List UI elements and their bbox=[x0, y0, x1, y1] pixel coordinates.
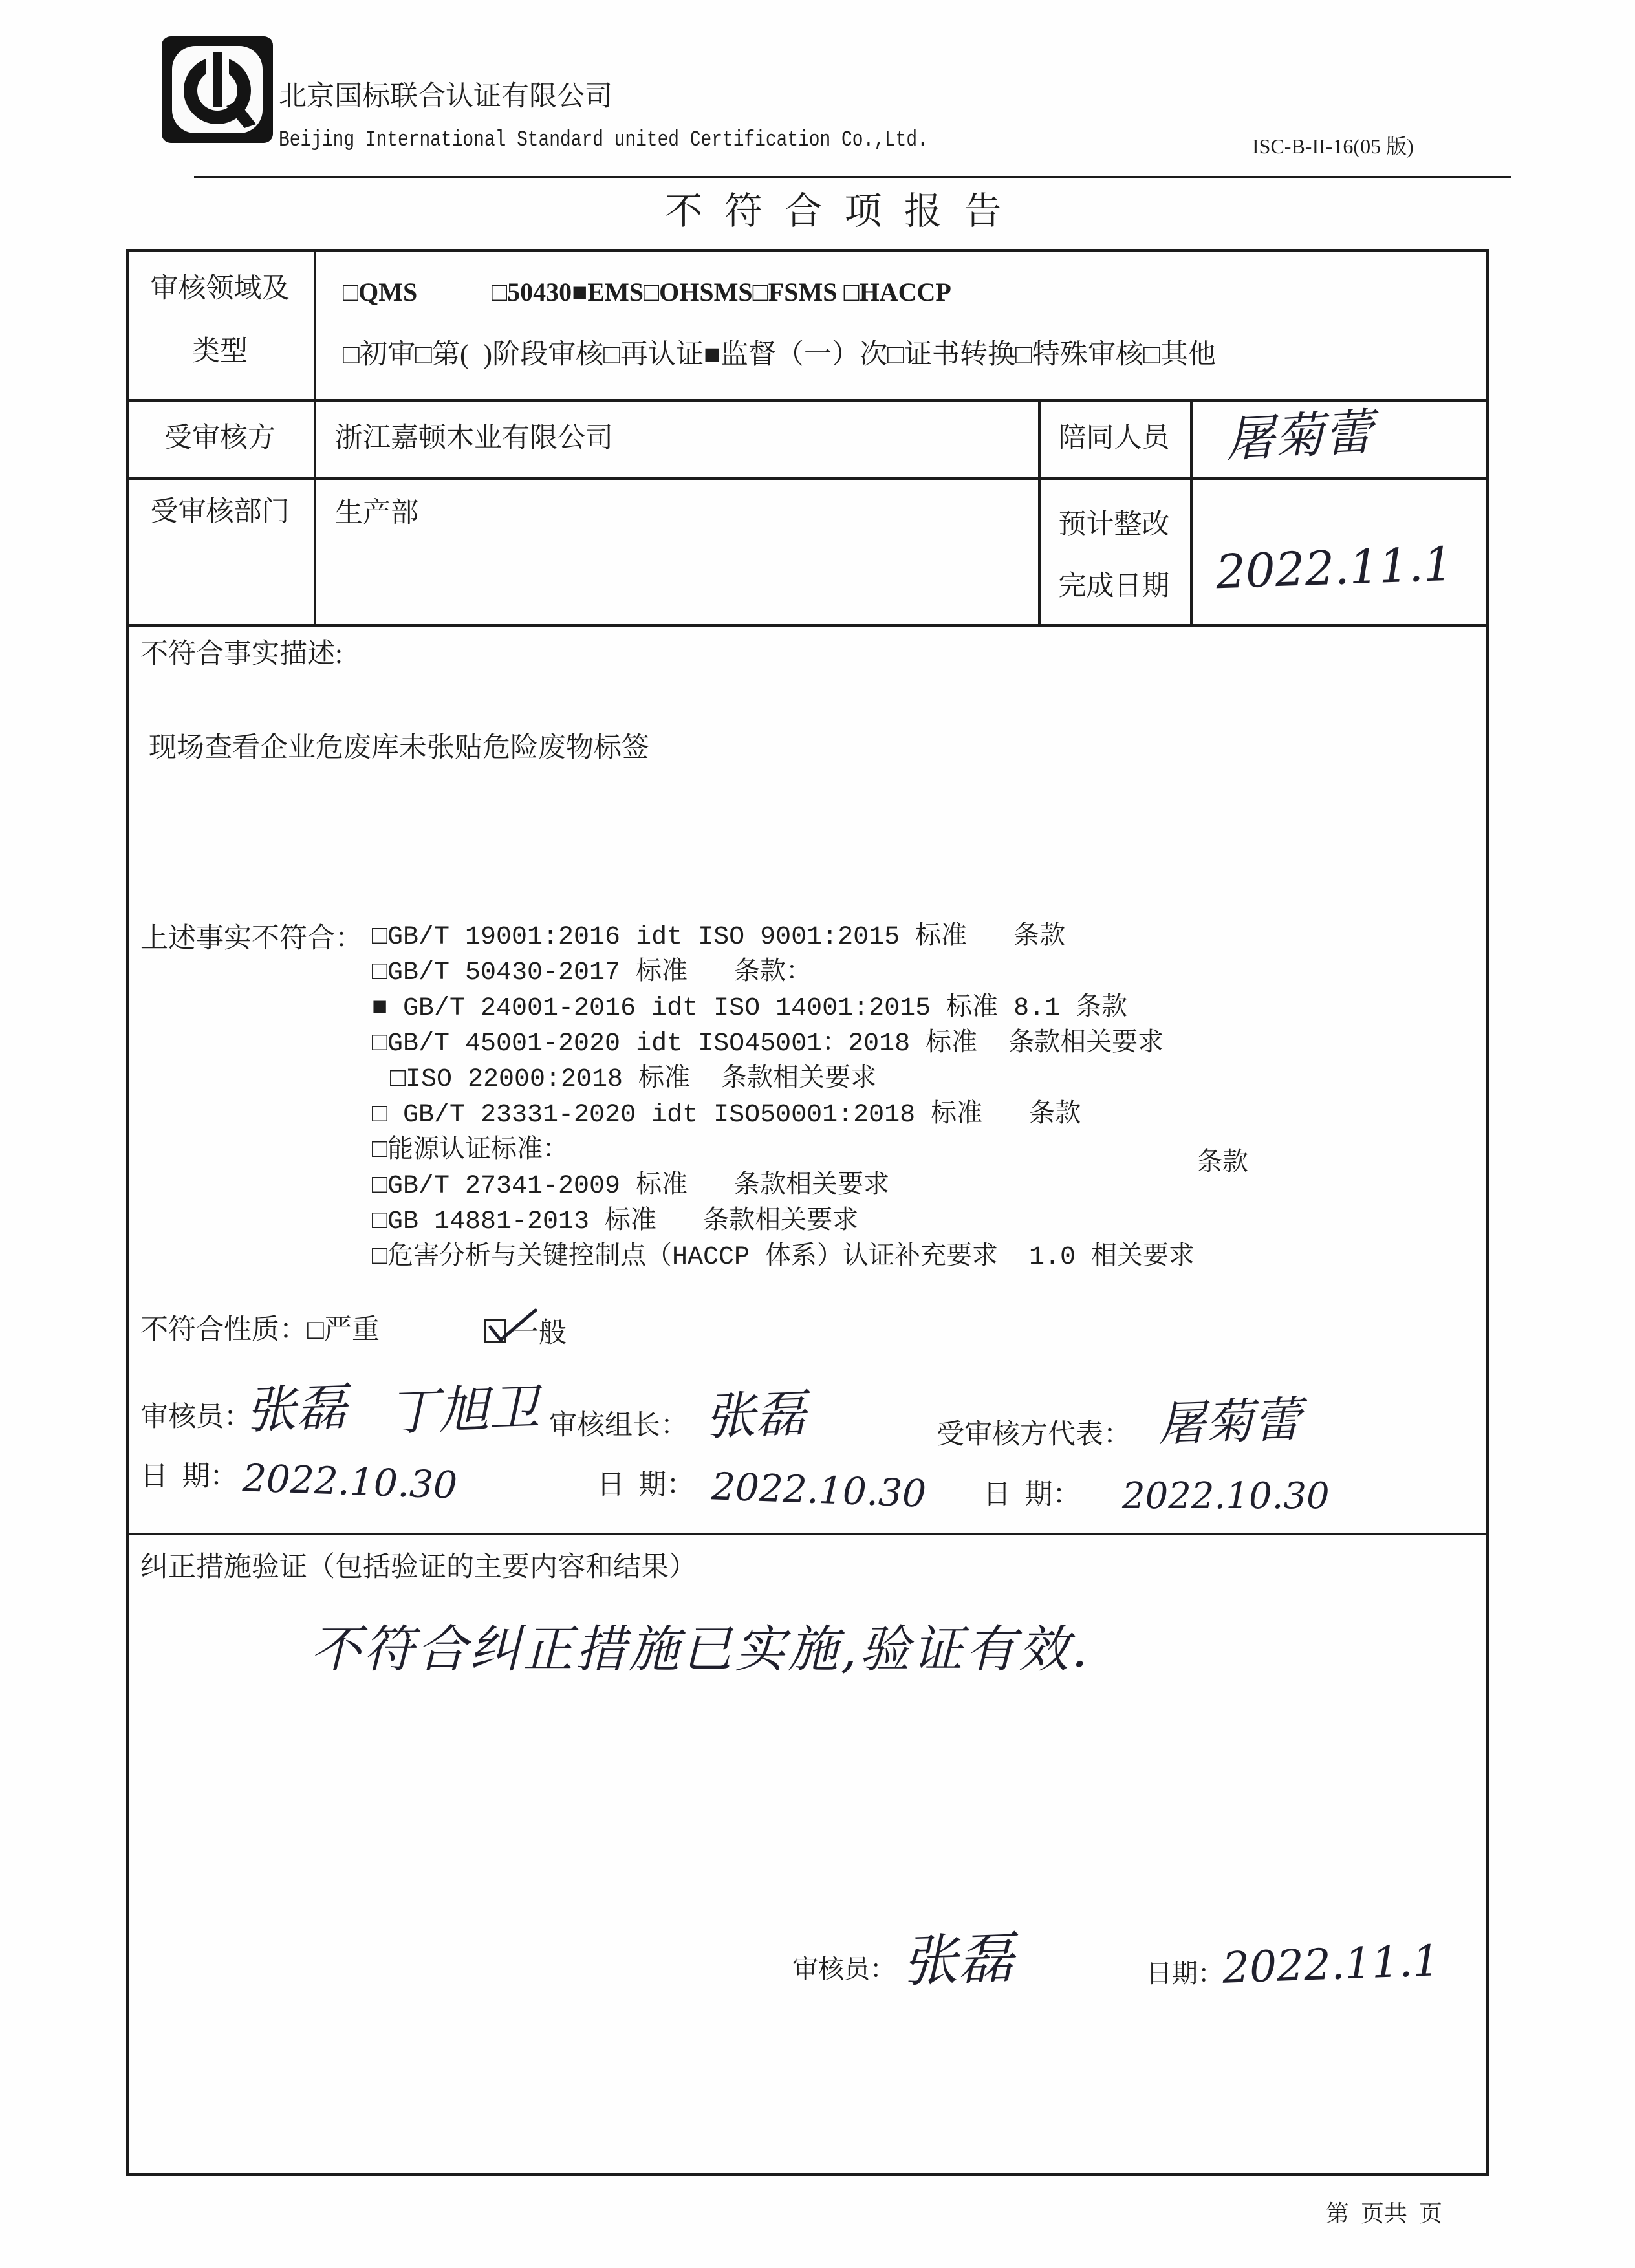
verification-date: 2022.11.1 bbox=[1221, 1936, 1441, 1993]
nature-serious-option: □严重 bbox=[307, 1315, 380, 1345]
standard-item: □GB/T 19001:2016 idt ISO 9001:2015 标准 条款 bbox=[372, 923, 1066, 952]
due-date-value: 2022.11.1 bbox=[1215, 536, 1454, 599]
standard-item: □ISO 22000:2018 标准 条款相关要求 bbox=[390, 1065, 877, 1094]
auditor-date: 2022.10.30 bbox=[241, 1456, 459, 1507]
page-number-footer: 第 页共 页 bbox=[1326, 2201, 1443, 2227]
table-border-right bbox=[1486, 249, 1489, 2176]
page-title: 不 符 合 项 报 告 bbox=[665, 190, 1008, 232]
table-border-top bbox=[126, 249, 1489, 252]
auditee-rep-signature: 屠菊蕾 bbox=[1156, 1392, 1303, 1453]
nature-general-label: 一般 bbox=[511, 1318, 567, 1348]
standard-item: □GB/T 45001-2020 idt ISO45001：2018 标准 条款相关要求 bbox=[372, 1030, 1164, 1059]
nature-label: 不符合性质： bbox=[140, 1315, 307, 1345]
audit-scope-label-line1: 审核领域及 bbox=[150, 274, 290, 304]
department-name: 生产部 bbox=[335, 498, 418, 528]
verification-auditor-label: 审核员： bbox=[792, 1954, 896, 1983]
standard-item: □危害分析与关键控制点（HACCP 体系）认证补充要求 1.0 相关要求 bbox=[372, 1243, 1195, 1272]
auditor-label: 审核员： bbox=[140, 1402, 252, 1432]
row-divider-4 bbox=[126, 1533, 1489, 1535]
department-label: 受审核部门 bbox=[150, 497, 290, 527]
standard-item: □GB 14881-2013 标准 条款相关要求 bbox=[372, 1207, 859, 1237]
auditor-signature: 丁旭卫 bbox=[387, 1378, 541, 1443]
form-code: ISC-B-II-16(05 版) bbox=[1252, 135, 1414, 158]
energy-clause: 条款 bbox=[1196, 1149, 1248, 1178]
standard-item-selected: ■ GB/T 24001-2016 idt ISO 14001:2015 标准 8.1 条款 bbox=[372, 994, 1128, 1023]
escort-signature: 屠菊蕾 bbox=[1224, 403, 1375, 468]
due-date-label-line2: 完成日期 bbox=[1058, 571, 1170, 601]
standard-item: □ GB/T 23331-2020 idt ISO50001:2018 标准 条款 bbox=[372, 1101, 1081, 1130]
audit-domains: □50430■EMS□OHSMS□FSMS □HACCP bbox=[492, 277, 951, 307]
team-leader-signature: 张磊 bbox=[704, 1385, 807, 1447]
row-divider-2 bbox=[126, 477, 1489, 480]
finding-label: 不符合事实描述: bbox=[140, 639, 343, 669]
nonconformity-nature bbox=[140, 1316, 380, 1344]
verification-auditor-signature: 张磊 bbox=[901, 1926, 1015, 1994]
company-name-en: Beijing International Standard united Certification Co.,Ltd. bbox=[279, 128, 928, 153]
finding-description: 现场查看企业危废库未张贴危险废物标签 bbox=[149, 733, 649, 763]
verification-label: 纠正措施验证（包括验证的主要内容和结果） bbox=[140, 1552, 697, 1582]
standard-item: □GB/T 50430-2017 标准 条款： bbox=[372, 958, 812, 988]
standards-label: 上述事实不符合： bbox=[140, 923, 363, 954]
table-border-bottom bbox=[126, 2173, 1489, 2176]
auditee-rep-date-label: 日 期： bbox=[983, 1480, 1081, 1510]
audit-types: □初审□第( )阶段审核□再认证■监督（一）次□证书转换□特殊审核□其他 bbox=[343, 340, 1216, 370]
header-rule bbox=[194, 176, 1511, 178]
standard-item: □GB/T 27341-2009 标准 条款相关要求 bbox=[372, 1172, 890, 1201]
team-leader-label: 审核组长： bbox=[549, 1410, 688, 1441]
auditee-rep-label: 受审核方代表： bbox=[937, 1420, 1131, 1450]
verification-result: 不符合纠正措施已实施,验证有效. bbox=[310, 1621, 1090, 1679]
company-logo bbox=[162, 36, 273, 143]
due-date-label-line1: 预计整改 bbox=[1058, 510, 1170, 540]
table-border-left bbox=[126, 249, 129, 2176]
row-divider-1 bbox=[126, 399, 1489, 402]
team-leader-date: 2022.10.30 bbox=[710, 1464, 927, 1516]
escort-label: 陪同人员 bbox=[1058, 423, 1170, 453]
audit-domain-qms: □QMS bbox=[343, 277, 418, 307]
auditor-signature: 张磊 bbox=[244, 1378, 348, 1440]
verification-date-label: 日期： bbox=[1146, 1959, 1224, 1988]
auditee-label: 受审核方 bbox=[164, 423, 276, 453]
auditee-rep-date: 2022.10.30 bbox=[1122, 1475, 1330, 1517]
company-name-cn: 北京国标联合认证有限公司 bbox=[279, 81, 612, 112]
team-leader-date-label: 日 期： bbox=[597, 1470, 695, 1500]
auditee-name: 浙江嘉顿木业有限公司 bbox=[335, 423, 613, 453]
label-column-divider bbox=[314, 249, 316, 627]
row-divider-3 bbox=[126, 624, 1489, 627]
standard-item: □能源认证标准： bbox=[372, 1136, 569, 1165]
auditor-date-label: 日 期： bbox=[140, 1462, 238, 1492]
escort-column-divider-right bbox=[1190, 399, 1193, 627]
audit-scope-label-line2: 类型 bbox=[192, 336, 248, 367]
